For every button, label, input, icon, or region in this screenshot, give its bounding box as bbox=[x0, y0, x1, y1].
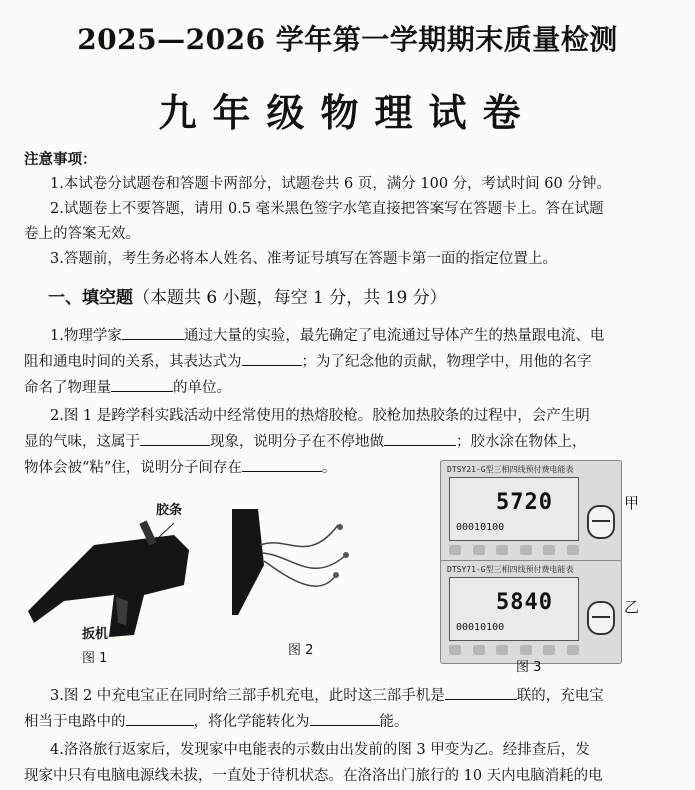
meter-jia-subreading: 00010100 bbox=[456, 522, 505, 533]
fig1-caption: 图 1 bbox=[82, 651, 108, 666]
q1-text-1a: 1.物理学家 bbox=[50, 328, 122, 344]
q2-blank-1[interactable] bbox=[140, 431, 210, 446]
q3-line-1 bbox=[50, 684, 604, 705]
q1-text-3a: 命名了物理量 bbox=[24, 380, 111, 396]
exam-title: 2025—2026 学年第一学期期末质量检测 bbox=[77, 23, 618, 56]
meter-jia-model: DTSY21-G型三相四线预付费电能表 bbox=[447, 465, 574, 474]
q1-text-3b: 的单位。 bbox=[173, 380, 231, 396]
q3-text-2a: 相当于电路中的 bbox=[24, 714, 126, 730]
section-note: （本题共 6 小题，每空 1 分，共 19 分） bbox=[133, 288, 447, 308]
q3-blank-1[interactable] bbox=[445, 685, 517, 700]
meter-yi-button bbox=[587, 601, 615, 635]
fig2-caption: 图 2 bbox=[288, 643, 314, 658]
fig1-label-trigger: 扳机 bbox=[82, 627, 109, 642]
section-title: 一、填空题 bbox=[48, 288, 133, 308]
q1-blank-2[interactable] bbox=[242, 351, 302, 366]
meter-jia-screen bbox=[449, 477, 579, 541]
meter-yi-keys bbox=[449, 645, 579, 655]
subject-title: 九年级物理试卷 bbox=[158, 90, 537, 135]
q4-line-1: 4.洛洛旅行返家后，发现家中电能表的示数由出发前的图 3 甲变为乙。经排查后，发 bbox=[50, 742, 590, 758]
notice-item-1: 1.本试卷分试题卷和答题卡两部分，试题卷共 6 页，满分 100 分，考试时间 60 分钟。 bbox=[50, 176, 611, 192]
q1-line-3 bbox=[24, 376, 231, 397]
meter-jia-reading: 5720 bbox=[496, 490, 553, 515]
meter-yi-screen bbox=[449, 577, 579, 641]
q2-line-3 bbox=[24, 456, 336, 477]
q2-text-2b: 现象，说明分子在不停地做 bbox=[210, 434, 384, 450]
meter-yi-model: DTSY71-G型三相四线预付费电能表 bbox=[447, 565, 574, 574]
meter-jia bbox=[440, 460, 622, 564]
meter-yi-reading: 5840 bbox=[496, 590, 553, 615]
notice-item-2b: 卷上的答案无效。 bbox=[24, 226, 140, 242]
q2-text-3b: 。 bbox=[321, 460, 337, 476]
q2-line-2 bbox=[24, 430, 587, 451]
q1-line-2 bbox=[24, 350, 592, 371]
q3-text-1b: 联的，充电宝 bbox=[516, 688, 604, 704]
q3-blank-2[interactable] bbox=[126, 711, 194, 726]
label-jia: 甲 bbox=[624, 494, 640, 512]
meter-yi bbox=[440, 560, 622, 664]
notice-item-2a: 2.试题卷上不要答题，请用 0.5 毫米黑色签字水笔直接把答案写在答题卡上。答在试题 bbox=[50, 201, 604, 217]
q2-blank-3[interactable] bbox=[242, 457, 322, 472]
q4-line-2: 现家中只有电脑电源线未拔，一直处于待机状态。在洛洛出门旅行的 10 天内电脑消耗的电 bbox=[24, 768, 603, 784]
q3-text-1a: 3.图 2 中充电宝正在同时给三部手机充电，此时这三部手机是 bbox=[50, 688, 445, 704]
meter-jia-keys bbox=[449, 545, 579, 555]
q3-blank-3[interactable] bbox=[310, 711, 380, 726]
q1-blank-1[interactable] bbox=[122, 325, 184, 340]
q2-text-3a: 物体会被“粘”住，说明分子间存在 bbox=[24, 460, 242, 476]
glue-gun-illustration bbox=[24, 515, 214, 655]
power-bank-illustration bbox=[228, 505, 358, 625]
notice-item-3: 3.答题前，考生务必将本人姓名、准考证号填写在答题卡第一面的指定位置上。 bbox=[50, 251, 557, 267]
q3-text-2c: 能。 bbox=[379, 714, 409, 730]
q2-blank-2[interactable] bbox=[384, 431, 456, 446]
fig3-caption: 图 3 bbox=[516, 660, 542, 675]
figure-1 bbox=[24, 495, 214, 665]
q1-blank-3[interactable] bbox=[111, 377, 173, 392]
meter-jia-button bbox=[587, 505, 615, 539]
q3-line-2 bbox=[24, 710, 409, 731]
section-heading bbox=[48, 283, 447, 308]
q1-text-2b: ；为了纪念他的贡献，物理学中，用他的名字 bbox=[301, 354, 592, 370]
figure-2 bbox=[228, 505, 358, 660]
q1-text-2a: 阻和通电时间的关系，其表达式为 bbox=[24, 354, 242, 370]
q3-text-2b: ，将化学能转化为 bbox=[193, 714, 310, 730]
meter-yi-subreading: 00010100 bbox=[456, 622, 505, 633]
q1-text-1b: 通过大量的实验，最先确定了电流通过导体产生的热量跟电流、电 bbox=[183, 328, 605, 344]
fig1-label-glue-stick: 胶条 bbox=[156, 503, 183, 518]
q2-text-2a: 显的气味，这属于 bbox=[24, 434, 140, 450]
q1-line-1 bbox=[50, 324, 604, 345]
q2-text-2c: ；胶水涂在物体上， bbox=[456, 434, 587, 450]
label-yi: 乙 bbox=[624, 598, 640, 616]
notice-heading: 注意事项： bbox=[24, 151, 97, 168]
q2-line-1: 2.图 1 是跨学科实践活动中经常使用的热熔胶枪。胶枪加热胶条的过程中，会产生明 bbox=[50, 408, 590, 424]
